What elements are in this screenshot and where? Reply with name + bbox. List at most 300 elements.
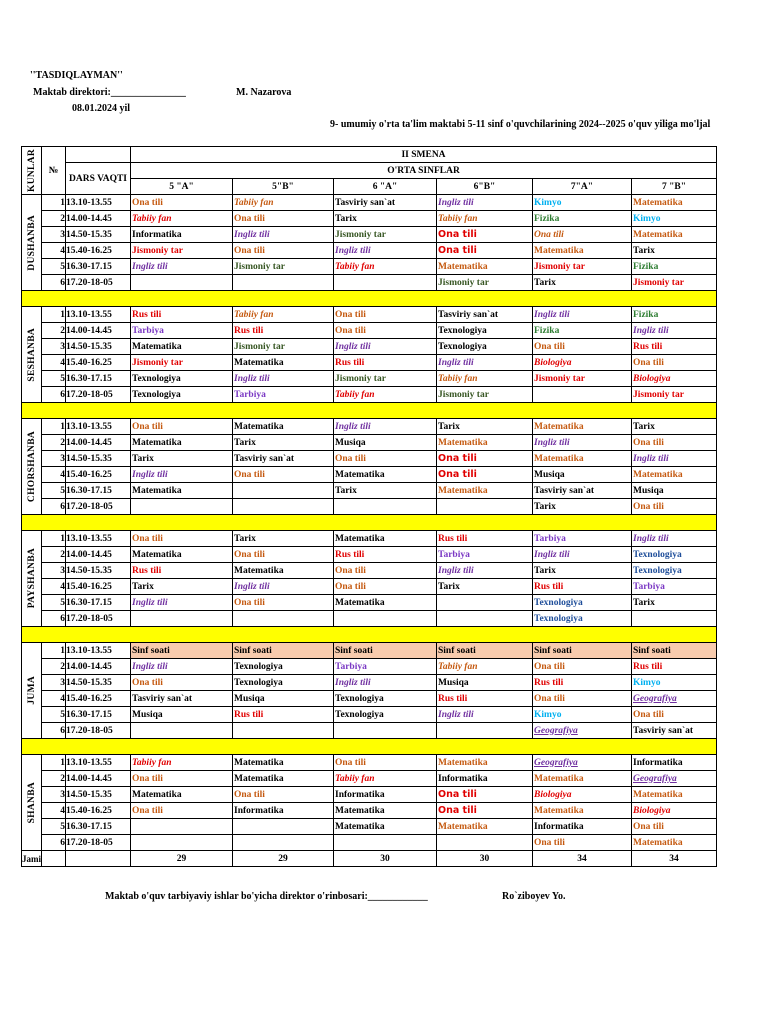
subject-cell: Ingliz tili bbox=[131, 259, 233, 275]
subject-cell: Ona tili bbox=[233, 595, 334, 611]
class-header: 5"B" bbox=[233, 179, 334, 195]
subject-cell: Ona tili bbox=[334, 563, 437, 579]
lesson-time: 13.10-13.55 bbox=[66, 643, 131, 659]
lesson-row bbox=[22, 307, 717, 323]
approval-date: 08.01.2024 yil bbox=[72, 103, 131, 114]
subject-cell: Rus tili bbox=[233, 323, 334, 339]
subject-cell: Matematika bbox=[632, 787, 717, 803]
number-column-header: № bbox=[42, 147, 66, 195]
subject-cell: Ona tili bbox=[334, 323, 437, 339]
subject-cell: Tasviriy san`at bbox=[233, 451, 334, 467]
subject-cell: Informatika bbox=[533, 819, 632, 835]
subject-cell: Fizika bbox=[632, 307, 717, 323]
total-hours: 34 bbox=[632, 851, 717, 867]
lesson-time: 14.00-14.45 bbox=[66, 547, 131, 563]
lesson-time: 14.50-15.35 bbox=[66, 675, 131, 691]
subject-cell: Ingliz tili bbox=[233, 227, 334, 243]
lesson-row bbox=[22, 643, 717, 659]
lesson-time: 15.40-16.25 bbox=[66, 467, 131, 483]
subject-cell: Ingliz tili bbox=[632, 531, 717, 547]
subject-cell: Tabiiy fan bbox=[233, 195, 334, 211]
class-header: 7 "B" bbox=[632, 179, 717, 195]
subject-cell bbox=[131, 275, 233, 291]
subject-cell: Rus tili bbox=[334, 547, 437, 563]
subject-cell: Ona tili bbox=[437, 243, 533, 259]
subject-cell bbox=[131, 611, 233, 627]
subject-cell: Ona tili bbox=[233, 547, 334, 563]
subject-cell: Matematika bbox=[233, 755, 334, 771]
subject-cell: Ingliz tili bbox=[334, 339, 437, 355]
lesson-time: 13.10-13.55 bbox=[66, 195, 131, 211]
subject-cell: Fizika bbox=[533, 211, 632, 227]
subject-cell: Informatika bbox=[632, 755, 717, 771]
lesson-number: 2 bbox=[42, 211, 66, 227]
lesson-row bbox=[22, 243, 717, 259]
lesson-number: 3 bbox=[42, 451, 66, 467]
class-header: 5 "A" bbox=[131, 179, 233, 195]
lesson-time: 17.20-18-05 bbox=[66, 611, 131, 627]
lesson-time: 13.10-13.55 bbox=[66, 531, 131, 547]
subject-cell: Ona tili bbox=[437, 227, 533, 243]
subject-cell bbox=[334, 723, 437, 739]
subject-cell bbox=[131, 835, 233, 851]
subject-cell: Texnologiya bbox=[437, 323, 533, 339]
lesson-time: 16.30-17.15 bbox=[66, 707, 131, 723]
lesson-row bbox=[22, 803, 717, 819]
schedule-table bbox=[21, 146, 717, 867]
lesson-number: 4 bbox=[42, 243, 66, 259]
subject-cell: Matematika bbox=[131, 339, 233, 355]
subject-cell: Musiqa bbox=[632, 483, 717, 499]
subject-cell: Jismoniy tar bbox=[632, 387, 717, 403]
lesson-number: 6 bbox=[42, 387, 66, 403]
subject-cell: Ona tili bbox=[334, 307, 437, 323]
lesson-row bbox=[22, 835, 717, 851]
subject-cell: Biologiya bbox=[632, 803, 717, 819]
lesson-time: 14.00-14.45 bbox=[66, 323, 131, 339]
subject-cell: Tarix bbox=[437, 419, 533, 435]
subject-cell: Ingliz tili bbox=[437, 707, 533, 723]
subject-cell: Matematika bbox=[233, 419, 334, 435]
subject-cell bbox=[533, 387, 632, 403]
lesson-number: 6 bbox=[42, 835, 66, 851]
lesson-number: 6 bbox=[42, 611, 66, 627]
subject-cell: Tarix bbox=[233, 531, 334, 547]
lesson-number: 5 bbox=[42, 259, 66, 275]
subject-cell: Tasviriy san`at bbox=[437, 307, 533, 323]
subject-cell bbox=[334, 835, 437, 851]
lesson-row bbox=[22, 323, 717, 339]
subject-cell: Ona tili bbox=[533, 339, 632, 355]
lesson-number: 1 bbox=[42, 531, 66, 547]
subject-cell: Jismoniy tar bbox=[131, 355, 233, 371]
subject-cell: Matematika bbox=[233, 563, 334, 579]
lesson-row bbox=[22, 211, 717, 227]
subject-cell: Ona tili bbox=[533, 227, 632, 243]
subject-cell: Rus tili bbox=[437, 531, 533, 547]
lesson-row bbox=[22, 819, 717, 835]
lesson-row bbox=[22, 547, 717, 563]
subject-cell: Jismoniy tar bbox=[131, 243, 233, 259]
subject-cell bbox=[233, 483, 334, 499]
subject-cell: Ona tili bbox=[131, 675, 233, 691]
lesson-row bbox=[22, 355, 717, 371]
time-column-header: DARS VAQTI bbox=[66, 163, 131, 195]
subject-cell: Sinf soati bbox=[632, 643, 717, 659]
subject-cell: Tarbiya bbox=[334, 659, 437, 675]
lesson-number: 3 bbox=[42, 227, 66, 243]
subject-cell: Tasviriy san`at bbox=[533, 483, 632, 499]
lesson-number: 6 bbox=[42, 499, 66, 515]
subject-cell: Ona tili bbox=[131, 771, 233, 787]
subject-cell bbox=[632, 611, 717, 627]
subject-cell: Matematika bbox=[334, 803, 437, 819]
subject-cell: Matematika bbox=[334, 531, 437, 547]
subject-cell bbox=[437, 595, 533, 611]
subject-cell: Matematika bbox=[131, 547, 233, 563]
lesson-time: 17.20-18-05 bbox=[66, 387, 131, 403]
subject-cell: Fizika bbox=[632, 259, 717, 275]
subject-cell: Ingliz tili bbox=[334, 243, 437, 259]
subject-cell: Tarix bbox=[334, 483, 437, 499]
lesson-number: 5 bbox=[42, 819, 66, 835]
lesson-time: 14.00-14.45 bbox=[66, 211, 131, 227]
subject-cell: Tabiiy fan bbox=[437, 211, 533, 227]
lesson-number: 1 bbox=[42, 419, 66, 435]
lesson-time: 13.10-13.55 bbox=[66, 419, 131, 435]
separator-band bbox=[22, 739, 717, 755]
lesson-number: 3 bbox=[42, 675, 66, 691]
subject-cell bbox=[233, 723, 334, 739]
subject-cell: Tarix bbox=[632, 595, 717, 611]
subject-cell: Matematika bbox=[632, 467, 717, 483]
subject-cell: Informatika bbox=[334, 787, 437, 803]
day-label: SESHANBA bbox=[22, 307, 42, 403]
subject-cell: Texnologiya bbox=[533, 611, 632, 627]
lesson-time: 16.30-17.15 bbox=[66, 595, 131, 611]
lesson-time: 14.50-15.35 bbox=[66, 227, 131, 243]
subject-cell: Ingliz tili bbox=[632, 451, 717, 467]
subject-cell: Texnologiya bbox=[334, 707, 437, 723]
subject-cell: Matematika bbox=[437, 755, 533, 771]
subject-cell: Tarbiya bbox=[533, 531, 632, 547]
subject-cell: Ingliz tili bbox=[632, 323, 717, 339]
subject-cell: Ingliz tili bbox=[131, 595, 233, 611]
lesson-time: 16.30-17.15 bbox=[66, 483, 131, 499]
subject-cell bbox=[233, 275, 334, 291]
subject-cell: Kimyo bbox=[533, 195, 632, 211]
subject-cell: Ona tili bbox=[131, 195, 233, 211]
totals-label: Jami bbox=[22, 851, 42, 867]
subject-cell: Texnologiya bbox=[131, 387, 233, 403]
lesson-time: 15.40-16.25 bbox=[66, 579, 131, 595]
subject-cell: Tarix bbox=[533, 499, 632, 515]
subject-cell: Matematika bbox=[437, 435, 533, 451]
lesson-time: 15.40-16.25 bbox=[66, 803, 131, 819]
subject-cell: Tarbiya bbox=[131, 323, 233, 339]
subject-cell: Tarix bbox=[131, 579, 233, 595]
subject-cell: Tarix bbox=[533, 563, 632, 579]
lesson-number: 2 bbox=[42, 659, 66, 675]
lesson-number: 1 bbox=[42, 307, 66, 323]
subject-cell: Ingliz tili bbox=[233, 371, 334, 387]
lesson-row bbox=[22, 467, 717, 483]
subject-cell bbox=[233, 835, 334, 851]
subject-cell: Ona tili bbox=[131, 419, 233, 435]
subject-cell: Ona tili bbox=[131, 803, 233, 819]
subject-cell: Ingliz tili bbox=[437, 195, 533, 211]
subject-cell: Matematika bbox=[334, 595, 437, 611]
lesson-row bbox=[22, 579, 717, 595]
lesson-time: 14.00-14.45 bbox=[66, 659, 131, 675]
subject-cell: Ona tili bbox=[233, 787, 334, 803]
subject-cell: Tarix bbox=[533, 275, 632, 291]
subject-cell: Texnologiya bbox=[131, 371, 233, 387]
subject-cell: Matematika bbox=[632, 835, 717, 851]
day-label: CHORSHANBA bbox=[22, 419, 42, 515]
subject-cell: Ingliz tili bbox=[233, 579, 334, 595]
subject-cell: Tarix bbox=[334, 211, 437, 227]
subject-cell: Jismoniy tar bbox=[334, 227, 437, 243]
lesson-row bbox=[22, 275, 717, 291]
day-label: JUMA bbox=[22, 643, 42, 739]
subject-cell: Tabiiy fan bbox=[437, 659, 533, 675]
subject-cell: Tabiiy fan bbox=[437, 371, 533, 387]
class-header: 6"B" bbox=[437, 179, 533, 195]
lesson-number: 4 bbox=[42, 691, 66, 707]
subject-cell: Tarbiya bbox=[437, 547, 533, 563]
subject-cell: Matematika bbox=[533, 451, 632, 467]
subject-cell: Rus tili bbox=[632, 339, 717, 355]
lesson-number: 1 bbox=[42, 643, 66, 659]
lesson-time: 16.30-17.15 bbox=[66, 371, 131, 387]
lesson-time: 14.50-15.35 bbox=[66, 451, 131, 467]
subject-cell: Texnologiya bbox=[437, 339, 533, 355]
subject-cell: Rus tili bbox=[131, 563, 233, 579]
header-blank bbox=[66, 147, 131, 163]
subject-cell bbox=[334, 611, 437, 627]
lesson-row bbox=[22, 595, 717, 611]
subject-cell: Texnologiya bbox=[632, 547, 717, 563]
subject-cell bbox=[437, 499, 533, 515]
subject-cell: Tarix bbox=[437, 579, 533, 595]
lesson-row bbox=[22, 371, 717, 387]
class-header: 6 "A" bbox=[334, 179, 437, 195]
separator-band bbox=[22, 403, 717, 419]
subject-cell: Matematika bbox=[533, 771, 632, 787]
lesson-number: 2 bbox=[42, 771, 66, 787]
lesson-number: 4 bbox=[42, 803, 66, 819]
lesson-time: 15.40-16.25 bbox=[66, 243, 131, 259]
subject-cell: Jismoniy tar bbox=[233, 259, 334, 275]
lesson-number: 5 bbox=[42, 483, 66, 499]
subject-cell: Matematika bbox=[533, 243, 632, 259]
subject-cell: Kimyo bbox=[533, 707, 632, 723]
subject-cell bbox=[233, 499, 334, 515]
lesson-time: 14.50-15.35 bbox=[66, 563, 131, 579]
subject-cell bbox=[437, 835, 533, 851]
subject-cell: Matematika bbox=[437, 819, 533, 835]
lesson-number: 6 bbox=[42, 723, 66, 739]
lesson-number: 2 bbox=[42, 323, 66, 339]
lesson-row bbox=[22, 707, 717, 723]
subject-cell: Tabiiy fan bbox=[131, 755, 233, 771]
subject-cell: Matematika bbox=[233, 771, 334, 787]
subject-cell bbox=[334, 275, 437, 291]
subject-cell: Jismoniy tar bbox=[632, 275, 717, 291]
subject-cell: Ingliz tili bbox=[131, 467, 233, 483]
director-name: M. Nazarova bbox=[236, 87, 292, 98]
subject-cell: Tarbiya bbox=[233, 387, 334, 403]
lesson-row bbox=[22, 563, 717, 579]
total-hours: 30 bbox=[334, 851, 437, 867]
subject-cell: Matematika bbox=[533, 419, 632, 435]
lesson-time: 16.30-17.15 bbox=[66, 819, 131, 835]
lesson-time: 14.50-15.35 bbox=[66, 339, 131, 355]
total-hours: 34 bbox=[533, 851, 632, 867]
totals-row bbox=[22, 851, 717, 867]
subject-cell: Jismoniy tar bbox=[533, 259, 632, 275]
totals-blank bbox=[42, 851, 66, 867]
lesson-row bbox=[22, 755, 717, 771]
subject-cell: Jismoniy tar bbox=[334, 371, 437, 387]
lesson-number: 5 bbox=[42, 595, 66, 611]
subject-cell bbox=[233, 819, 334, 835]
subject-cell bbox=[131, 499, 233, 515]
subject-cell bbox=[437, 611, 533, 627]
subject-cell: Tasviriy san`at bbox=[334, 195, 437, 211]
lesson-time: 17.20-18-05 bbox=[66, 499, 131, 515]
total-hours: 29 bbox=[131, 851, 233, 867]
lesson-number: 2 bbox=[42, 547, 66, 563]
classes-group-header: O'RTA SINFLAR bbox=[131, 163, 717, 179]
separator-band bbox=[22, 627, 717, 643]
lesson-number: 4 bbox=[42, 467, 66, 483]
subject-cell: Informatika bbox=[437, 771, 533, 787]
approval-title: ''TASDIQLAYMAN'' bbox=[30, 70, 123, 81]
subject-cell: Ingliz tili bbox=[533, 435, 632, 451]
subject-cell: Ona tili bbox=[233, 243, 334, 259]
subject-cell: Ona tili bbox=[437, 467, 533, 483]
separator-band bbox=[22, 515, 717, 531]
subject-cell: Matematika bbox=[437, 483, 533, 499]
lesson-number: 3 bbox=[42, 563, 66, 579]
subject-cell: Ona tili bbox=[632, 499, 717, 515]
class-header: 7"A" bbox=[533, 179, 632, 195]
subject-cell: Matematika bbox=[533, 803, 632, 819]
subject-cell: Tabiiy fan bbox=[233, 307, 334, 323]
lesson-row bbox=[22, 499, 717, 515]
deputy-director-name: Ro`ziboyev Yo. bbox=[502, 891, 566, 902]
subject-cell: Texnologiya bbox=[233, 659, 334, 675]
day-separator bbox=[22, 403, 717, 419]
lesson-row bbox=[22, 771, 717, 787]
subject-cell: Tasviriy san`at bbox=[632, 723, 717, 739]
subject-cell: Sinf soati bbox=[533, 643, 632, 659]
subject-cell: Rus tili bbox=[533, 675, 632, 691]
subject-cell: Ona tili bbox=[632, 819, 717, 835]
subject-cell: Ona tili bbox=[131, 531, 233, 547]
subject-cell: Matematika bbox=[334, 467, 437, 483]
lesson-row bbox=[22, 483, 717, 499]
lesson-time: 13.10-13.55 bbox=[66, 755, 131, 771]
subject-cell: Ona tili bbox=[533, 659, 632, 675]
lesson-row bbox=[22, 339, 717, 355]
subject-cell: Geografiya bbox=[632, 691, 717, 707]
subject-cell: Musiqa bbox=[233, 691, 334, 707]
subject-cell: Geografiya bbox=[533, 755, 632, 771]
subject-cell: Rus tili bbox=[131, 307, 233, 323]
subject-cell: Ona tili bbox=[334, 755, 437, 771]
subject-cell: Biologiya bbox=[533, 355, 632, 371]
day-separator bbox=[22, 291, 717, 307]
subject-cell: Ingliz tili bbox=[437, 563, 533, 579]
days-column-header: KUNLAR bbox=[22, 147, 42, 195]
subject-cell: Geografiya bbox=[632, 771, 717, 787]
subject-cell: Texnologiya bbox=[233, 675, 334, 691]
subject-cell: Matematika bbox=[632, 227, 717, 243]
total-hours: 30 bbox=[437, 851, 533, 867]
lesson-row bbox=[22, 611, 717, 627]
lesson-time: 13.10-13.55 bbox=[66, 307, 131, 323]
subject-cell: Rus tili bbox=[437, 691, 533, 707]
director-label: Maktab direktori:_______________ bbox=[33, 87, 186, 98]
school-title-line: 9- umumiy o'rta ta'lim maktabi 5-11 sinf o'quvchilarining 2024--2025 o'quv yiliga mo'ljal bbox=[330, 119, 711, 130]
subject-cell: Tasviriy san`at bbox=[131, 691, 233, 707]
subject-cell: Matematika bbox=[334, 819, 437, 835]
subject-cell: Jismoniy tar bbox=[233, 339, 334, 355]
lesson-number: 5 bbox=[42, 707, 66, 723]
header-row-2 bbox=[22, 163, 717, 179]
totals-blank bbox=[66, 851, 131, 867]
header-row-1 bbox=[22, 147, 717, 163]
lesson-row bbox=[22, 259, 717, 275]
subject-cell: Kimyo bbox=[632, 675, 717, 691]
lesson-time: 17.20-18-05 bbox=[66, 723, 131, 739]
subject-cell: Ona tili bbox=[233, 211, 334, 227]
shift-header: II SMENA bbox=[131, 147, 717, 163]
subject-cell: Ona tili bbox=[632, 355, 717, 371]
day-label: SHANBA bbox=[22, 755, 42, 851]
lesson-row bbox=[22, 675, 717, 691]
subject-cell bbox=[437, 723, 533, 739]
subject-cell: Jismoniy tar bbox=[437, 387, 533, 403]
lesson-row bbox=[22, 419, 717, 435]
lesson-number: 6 bbox=[42, 275, 66, 291]
subject-cell: Ingliz tili bbox=[334, 675, 437, 691]
subject-cell: Matematika bbox=[131, 435, 233, 451]
subject-cell: Musiqa bbox=[533, 467, 632, 483]
subject-cell: Tabiiy fan bbox=[334, 259, 437, 275]
lesson-time: 14.50-15.35 bbox=[66, 787, 131, 803]
lesson-time: 15.40-16.25 bbox=[66, 691, 131, 707]
day-label: DUSHANBA bbox=[22, 195, 42, 291]
subject-cell: Musiqa bbox=[131, 707, 233, 723]
lesson-row bbox=[22, 531, 717, 547]
subject-cell: Ingliz tili bbox=[334, 419, 437, 435]
subject-cell: Ingliz tili bbox=[131, 659, 233, 675]
subject-cell: Ingliz tili bbox=[437, 355, 533, 371]
lesson-time: 17.20-18-05 bbox=[66, 275, 131, 291]
subject-cell: Biologiya bbox=[632, 371, 717, 387]
subject-cell: Tabiiy fan bbox=[334, 771, 437, 787]
subject-cell: Texnologiya bbox=[632, 563, 717, 579]
subject-cell: Ingliz tili bbox=[533, 307, 632, 323]
lesson-number: 4 bbox=[42, 579, 66, 595]
day-separator bbox=[22, 515, 717, 531]
lesson-number: 3 bbox=[42, 787, 66, 803]
lesson-time: 17.20-18-05 bbox=[66, 835, 131, 851]
